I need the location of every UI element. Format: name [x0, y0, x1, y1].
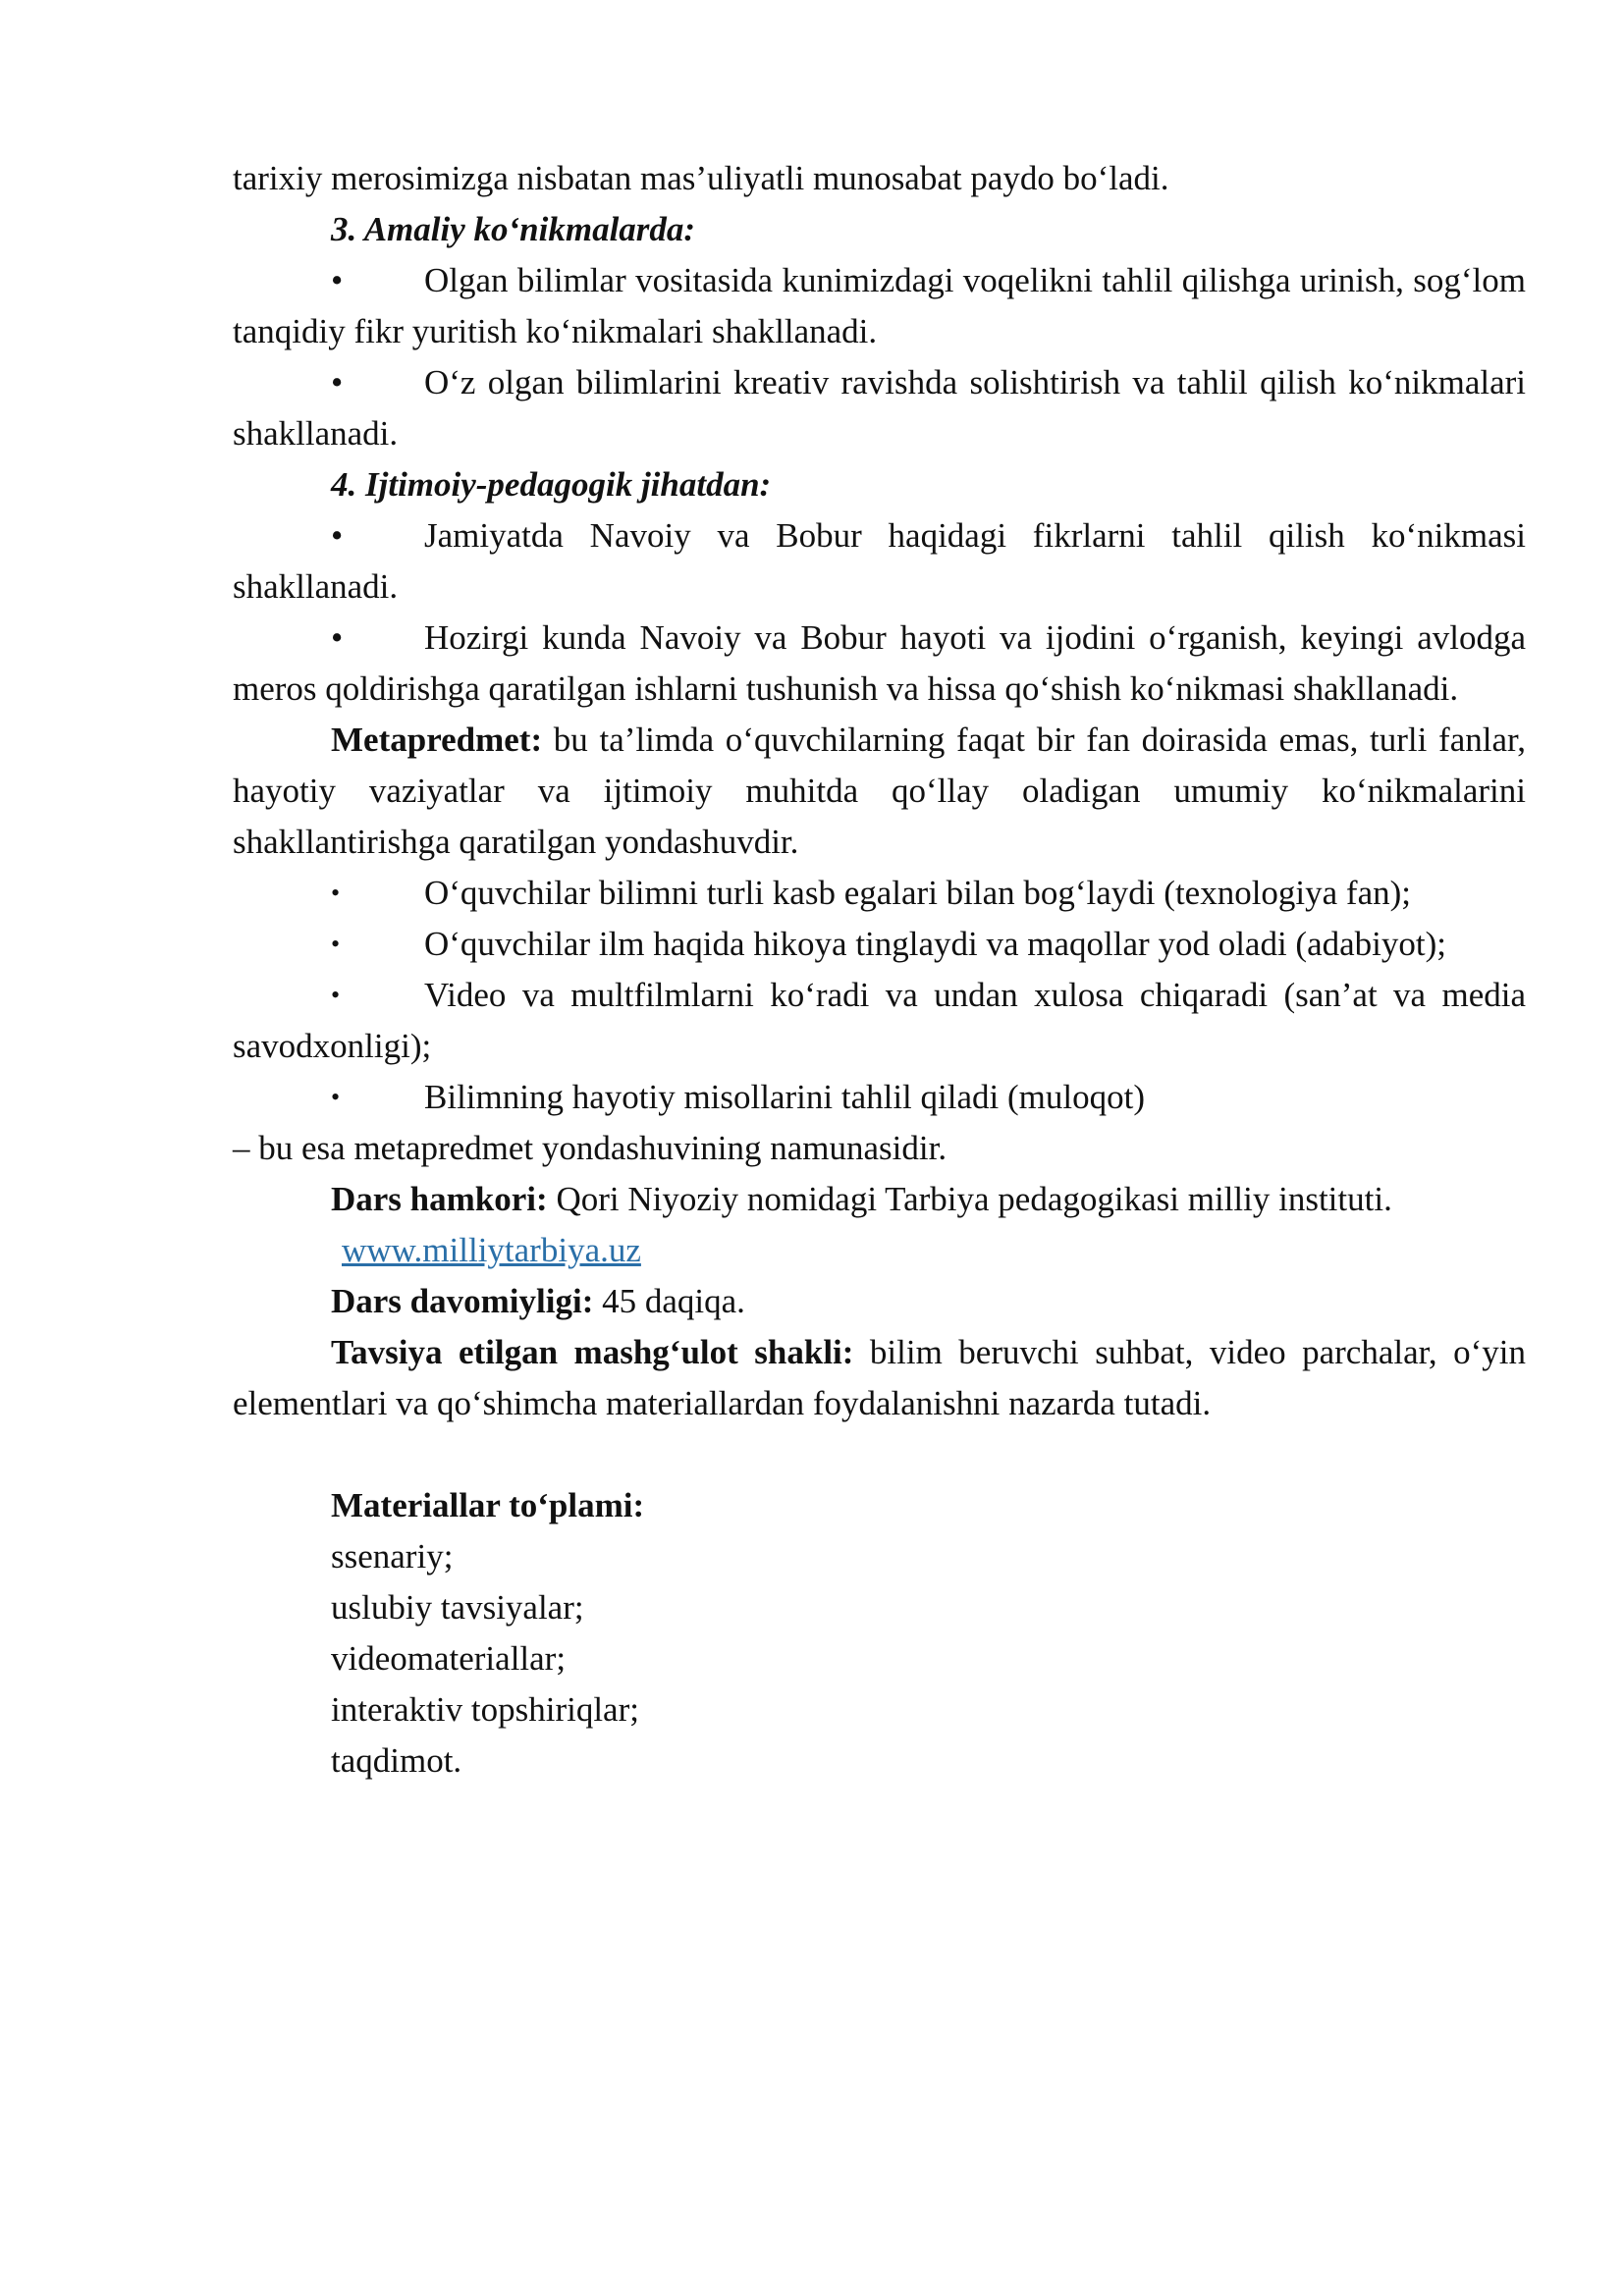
metapredmet-label: Metapredmet:	[331, 721, 543, 759]
bullet-icon: •	[331, 516, 344, 555]
materials-item: uslubiy tavsiyalar;	[331, 1588, 584, 1627]
spacer	[233, 1429, 1526, 1480]
list-item: • Video va multfilmlarni ko‘radi va undan xulosa chiqaradi (san’at va media savodxonligi);	[233, 970, 1526, 1072]
bullet-icon: •	[331, 363, 344, 401]
duration-paragraph: Dars davomiyligi: 45 daqiqa.	[331, 1282, 745, 1320]
bullet-icon: •	[331, 930, 341, 958]
bullet-icon: •	[331, 879, 341, 907]
duration-label: Dars davomiyligi:	[331, 1282, 594, 1320]
partner-paragraph: Dars hamkori: Qori Niyoziy nomidagi Tarbiya pedagogikasi milliy instituti.	[331, 1180, 1392, 1218]
metapredmet-paragraph: Metapredmet: bu ta’limda o‘quvchilarning faqat bir fan doirasida emas, turli fanlar, hayotiy vaziyatlar va ijtimoiy muhitda qo‘llay oladigan umumiy ko‘nikmalarini shakllantirishga qaratilgan yondashuvdir.	[233, 721, 1526, 861]
bullet-icon: •	[331, 618, 344, 657]
intro-line: tarixiy merosimizga nisbatan mas’uliyatli munosabat paydo bo‘ladi.	[233, 159, 1169, 197]
materials-item: taqdimot.	[331, 1741, 462, 1780]
list-item: • Hozirgi kunda Navoiy va Bobur hayoti va ijodini o‘rganish, keyingi avlodga meros qoldirishga qaratilgan ishlarni tushunish va hissa qo‘shish ko‘nikmasi shakllanadi.	[233, 613, 1526, 715]
list-item: • Olgan bilimlar vositasida kunimizdagi voqelikni tahlil qilishga urinish, sog‘lom tanqidiy fikr yuritish ko‘nikmalari shakllanadi.	[233, 255, 1526, 357]
bullet-icon: •	[331, 261, 344, 299]
list-item: • O‘z olgan bilimlarini kreativ ravishda solishtirish va tahlil qilish ko‘nikmalari shakllanadi.	[233, 357, 1526, 459]
section-4-heading: 4. Ijtimoiy-pedagogik jihatdan:	[331, 465, 772, 504]
bullet-icon: •	[331, 1083, 341, 1111]
list-item: • Jamiyatda Navoiy va Bobur haqidagi fikrlarni tahlil qilish ko‘nikmasi shakllanadi.	[233, 510, 1526, 613]
list-item: • Bilimning hayotiy misollarini tahlil qiladi (muloqot)	[233, 1072, 1526, 1123]
list-item: • O‘quvchilar ilm haqida hikoya tinglaydi va maqollar yod oladi (adabiyot);	[233, 919, 1526, 970]
list-item: • O‘quvchilar bilimni turli kasb egalari bilan bog‘laydi (texnologiya fan);	[233, 868, 1526, 919]
partner-website-link[interactable]: www.milliytarbiya.uz	[342, 1231, 641, 1269]
format-paragraph: Tavsiya etilgan mashg‘ulot shakli: bilim beruvchi suhbat, video parchalar, o‘yin elementlari va qo‘shimcha materiallardan foydalanishni nazarda tutadi.	[233, 1333, 1526, 1422]
partner-label: Dars hamkori:	[331, 1180, 548, 1218]
section-3-heading: 3. Amaliy ko‘nikmalarda:	[331, 210, 696, 248]
materials-item: interaktiv topshiriqlar;	[331, 1690, 639, 1729]
bullet-icon: •	[331, 981, 341, 1009]
materials-item: videomateriallar;	[331, 1639, 567, 1678]
format-label: Tavsiya etilgan mashg‘ulot shakli:	[331, 1333, 854, 1371]
materials-item: ssenariy;	[331, 1537, 454, 1575]
materials-heading: Materiallar to‘plami:	[331, 1486, 645, 1524]
metapredmet-closing: – bu esa metapredmet yondashuvining namunasidir.	[233, 1129, 947, 1167]
